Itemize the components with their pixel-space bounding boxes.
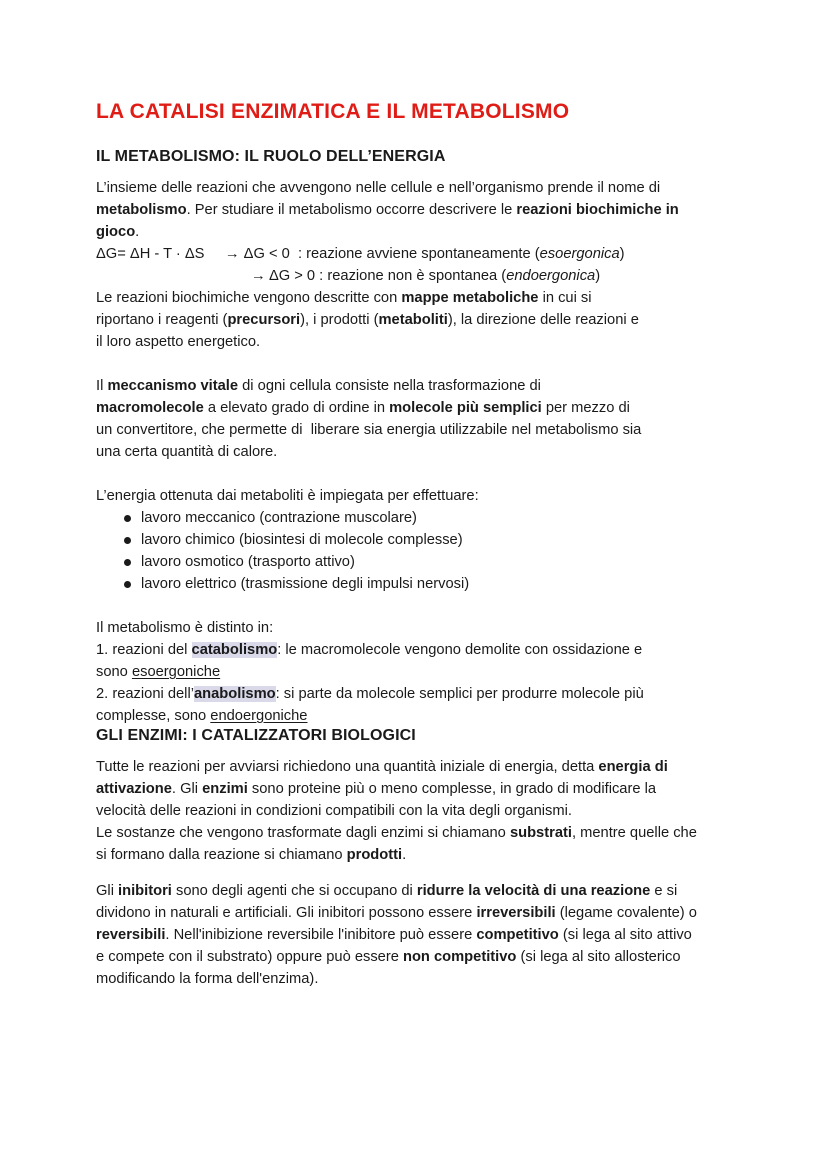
text-run: un convertitore, che permette di liberare sia energia utilizzabile nel metabolismo sia — [96, 422, 642, 438]
text-run: molecole più semplici — [389, 400, 542, 416]
document-body — [96, 148, 732, 990]
text-run: ) — [619, 246, 625, 262]
bullet-list — [96, 507, 732, 595]
text-run: gioco — [96, 224, 136, 240]
text-run: inibitori — [118, 883, 172, 899]
paragraph-inibitori — [96, 880, 732, 990]
text-run: reazioni biochimiche in — [516, 202, 679, 218]
text-run: metabolismo — [96, 202, 187, 218]
text-run: . Per studiare il metabolismo occorre descrivere le — [186, 202, 517, 218]
text-run: 1. reazioni del — [96, 642, 192, 658]
text-run: substrati — [509, 825, 572, 841]
text-run: Il metabolismo è distinto in: — [96, 620, 274, 636]
text-run: L’insieme delle reazioni che avvengono nelle cellule e nell’organismo prende il nome di — [96, 180, 661, 196]
text-run: e compete con il substrato) oppure può essere — [96, 949, 403, 965]
bullet-icon — [124, 537, 131, 544]
text-run: complesse, sono — [96, 708, 211, 724]
text-run: (si lega al sito attivo — [558, 927, 692, 943]
text-run: velocità delle reazioni in condizioni compatibili con la vita degli organismi. — [96, 803, 572, 819]
section-heading-enzimi: GLI ENZIMI: I CATALIZZATORI BIOLOGICI — [96, 727, 416, 744]
text-run: Gli — [96, 883, 119, 899]
text-run: endoergonica — [506, 268, 596, 284]
text-run: in cui si — [538, 290, 592, 306]
bullet-item — [96, 507, 732, 529]
paragraph-intro — [96, 177, 732, 243]
text-run: 2. reazioni dell’ — [96, 686, 194, 702]
text-run: enzimi — [202, 781, 248, 797]
text-run: : le macromolecole vengono demolite con ossidazione e — [277, 642, 643, 658]
document-title: LA CATALISI ENZIMATICA E IL METABOLISMO — [96, 100, 570, 123]
bullet-item — [96, 551, 732, 573]
text-run: riportano i reagenti ( — [96, 312, 228, 328]
text-run: sono — [96, 664, 132, 680]
text-run: di ogni cellula consiste nella trasformazione di — [238, 378, 541, 394]
bullet-text: lavoro meccanico (contrazione muscolare) — [141, 510, 417, 526]
text-run: modificando la forma dell'enzima). — [96, 971, 319, 987]
text-run: endoergoniche — [210, 708, 308, 724]
text-run: esoergoniche — [131, 664, 221, 680]
text-run: reversibili — [96, 927, 166, 943]
text-run: sono proteine più o meno complesse, in grado di modificare la — [247, 781, 657, 797]
text-run: non competitivo — [402, 949, 517, 965]
bullet-icon — [124, 581, 131, 588]
text-run: prodotti — [346, 847, 403, 863]
paragraph-formula-line-2 — [251, 265, 732, 287]
text-run: esoergonica — [539, 246, 620, 262]
text-run: catabolismo — [191, 642, 278, 658]
bullet-text: lavoro chimico (biosintesi di molecole complesse) — [141, 532, 463, 548]
bullet-item — [96, 573, 732, 595]
text-run: macromolecole — [96, 400, 204, 416]
text-run: . — [402, 847, 407, 863]
paragraph-metabolismo-distinto — [96, 617, 732, 727]
text-run: sono degli agenti che si occupano di — [171, 883, 417, 899]
bullet-text: lavoro elettrico (trasmissione degli impulsi nervosi) — [141, 576, 470, 592]
text-run: Le reazioni biochimiche vengono descritte con — [96, 290, 402, 306]
text-run: il loro aspetto energetico. — [96, 334, 261, 350]
paragraph-formula-line-1 — [96, 243, 732, 265]
text-run: ΔG= ΔH - T · ΔS — [96, 246, 205, 262]
text-run: . — [135, 224, 140, 240]
text-run: . Nell'inibizione reversibile l'inibitore può essere — [165, 927, 477, 943]
text-run: (legame covalente) o — [555, 905, 697, 921]
text-run: (si lega al sito allosterico — [516, 949, 681, 965]
text-run: meccanismo vitale — [107, 378, 239, 394]
bullet-item — [96, 529, 732, 551]
text-run: → ΔG < 0 : reazione avviene spontaneamente ( — [204, 246, 540, 262]
text-run: dividono in naturali e artificiali. Gli inibitori possono essere — [96, 905, 477, 921]
text-run: . Gli — [171, 781, 203, 797]
text-run: precursori — [227, 312, 301, 328]
text-run: energia di — [598, 759, 668, 775]
text-run: , mentre quelle che — [571, 825, 697, 841]
section-heading-metabolismo: IL METABOLISMO: IL RUOLO DELL’ENERGIA — [96, 148, 446, 165]
paragraph-energia-intro — [96, 485, 732, 507]
bullet-icon — [124, 559, 131, 566]
text-run: si formano dalla reazione si chiamano — [96, 847, 347, 863]
text-run: mappe metaboliche — [401, 290, 539, 306]
text-run: anabolismo — [193, 686, 276, 702]
text-run: metaboliti — [378, 312, 448, 328]
text-run: L’energia ottenuta dai metaboliti è impiegata per effettuare: — [96, 488, 479, 504]
bullet-icon — [124, 515, 131, 522]
text-run: → ΔG > 0 : reazione non è spontanea ( — [251, 268, 507, 284]
text-run: irreversibili — [476, 905, 556, 921]
text-run: : si parte da molecole semplici per produrre molecole più — [275, 686, 644, 702]
text-run: Il — [96, 378, 108, 394]
text-run: attivazione — [96, 781, 172, 797]
text-run: Le sostanze che vengono trasformate dagli enzimi si chiamano — [96, 825, 510, 841]
text-run: ) — [595, 268, 601, 284]
text-run: ridurre la velocità di una reazione — [416, 883, 651, 899]
paragraph-mappe-metaboliche — [96, 287, 732, 353]
text-run: competitivo — [476, 927, 559, 943]
text-run: Tutte le reazioni per avviarsi richiedono una quantità iniziale di energia, detta — [96, 759, 599, 775]
text-run: e si — [650, 883, 678, 899]
paragraph-meccanismo-vitale — [96, 375, 732, 463]
bullet-text: lavoro osmotico (trasporto attivo) — [141, 554, 355, 570]
text-run: ), la direzione delle reazioni e — [447, 312, 639, 328]
paragraph-energia-attivazione — [96, 756, 732, 866]
text-run: a elevato grado di ordine in — [203, 400, 390, 416]
text-run: ), i prodotti ( — [300, 312, 379, 328]
text-run: per mezzo di — [541, 400, 630, 416]
text-run: una certa quantità di calore. — [96, 444, 278, 460]
